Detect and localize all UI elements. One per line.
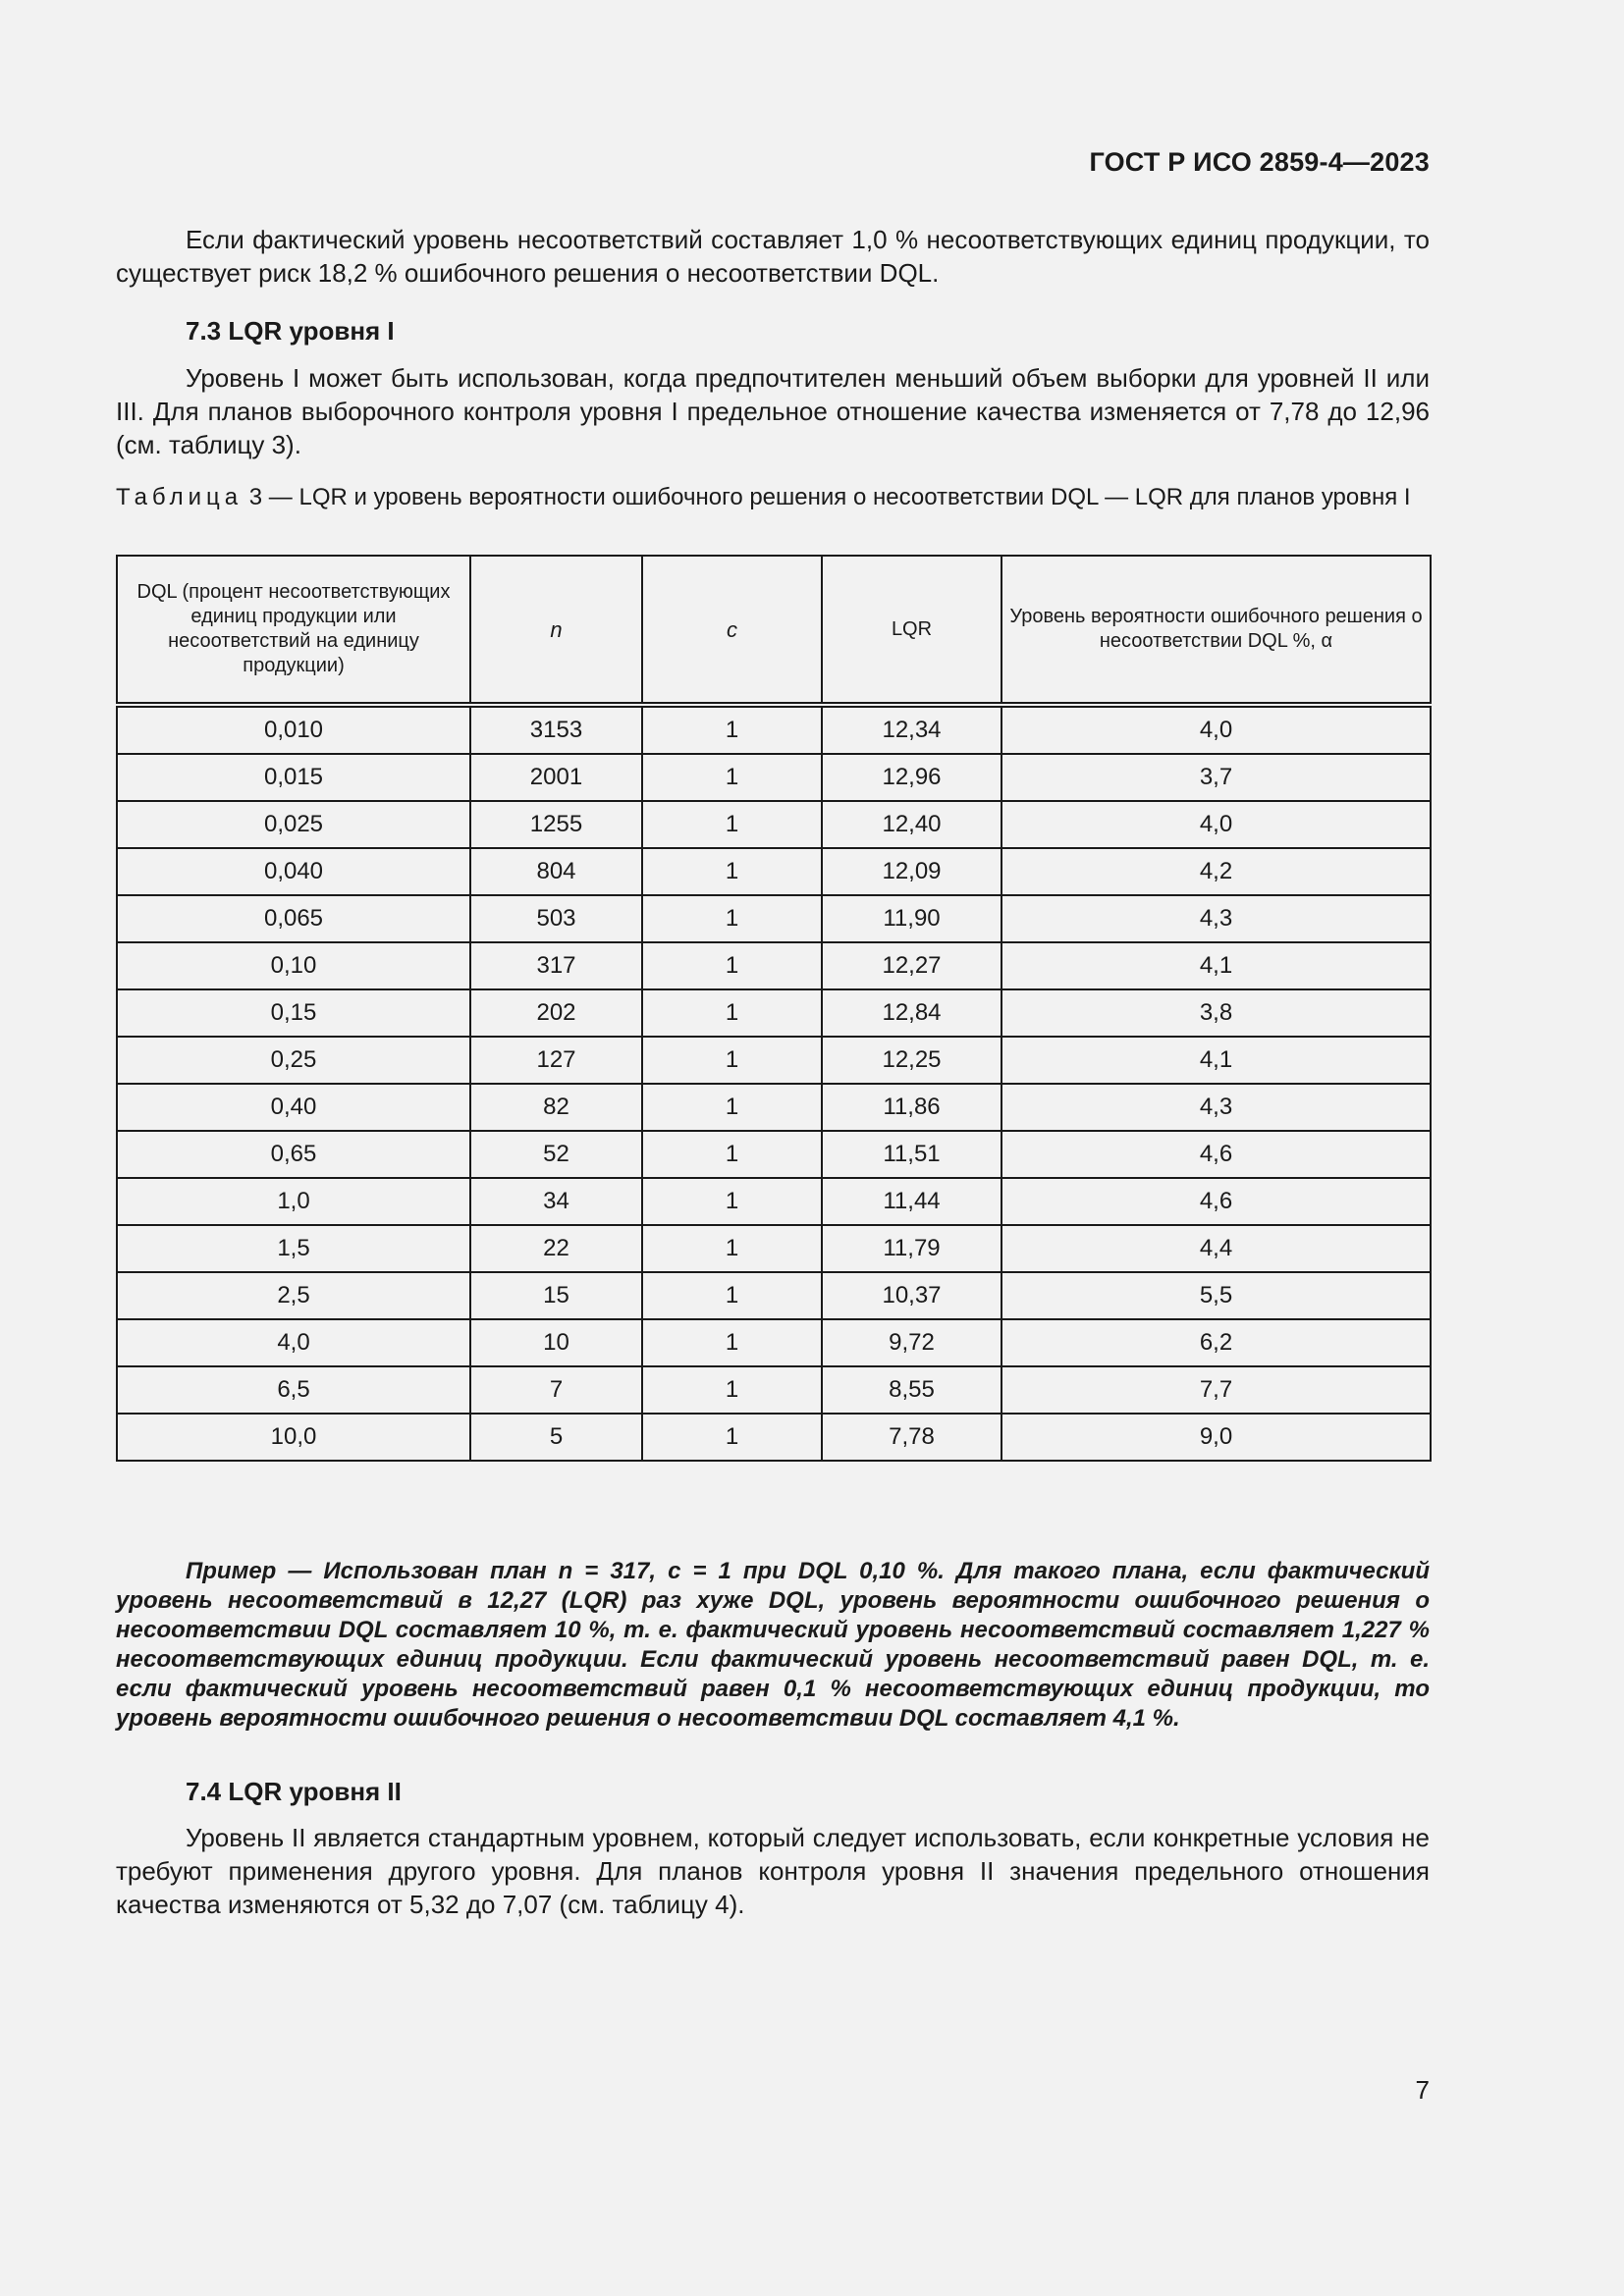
cell-alpha: 4,0 — [1001, 705, 1431, 754]
table-caption-text: 3 — LQR и уровень вероятности ошибочного решения о несоответствии DQL — LQR для планов уровня I — [248, 484, 1411, 510]
cell-lqr: 12,25 — [822, 1037, 1001, 1084]
cell-dql: 0,15 — [117, 989, 470, 1037]
cell-alpha: 3,7 — [1001, 754, 1431, 801]
cell-lqr: 11,44 — [822, 1178, 1001, 1225]
table-row — [117, 1037, 1431, 1084]
cell-alpha: 4,3 — [1001, 895, 1431, 942]
cell-c: 1 — [642, 1319, 822, 1366]
cell-alpha: 5,5 — [1001, 1272, 1431, 1319]
cell-lqr: 10,37 — [822, 1272, 1001, 1319]
header-lqr: LQR — [822, 556, 1001, 705]
cell-c: 1 — [642, 1131, 822, 1178]
table-row — [117, 895, 1431, 942]
table-caption-label: Таблица — [116, 484, 244, 510]
section-title-7-4: 7.4 LQR уровня II — [186, 1777, 402, 1806]
cell-n: 22 — [470, 1225, 642, 1272]
cell-n: 3153 — [470, 705, 642, 754]
cell-alpha: 6,2 — [1001, 1319, 1431, 1366]
cell-c: 1 — [642, 1225, 822, 1272]
table-row — [117, 1319, 1431, 1366]
cell-dql: 0,10 — [117, 942, 470, 989]
cell-c: 1 — [642, 754, 822, 801]
cell-c: 1 — [642, 1037, 822, 1084]
cell-n: 82 — [470, 1084, 642, 1131]
cell-dql: 10,0 — [117, 1414, 470, 1461]
cell-alpha: 4,6 — [1001, 1131, 1431, 1178]
cell-n: 15 — [470, 1272, 642, 1319]
cell-alpha: 4,6 — [1001, 1178, 1431, 1225]
cell-dql: 6,5 — [117, 1366, 470, 1414]
cell-c: 1 — [642, 895, 822, 942]
cell-c: 1 — [642, 1084, 822, 1131]
table-caption — [116, 483, 1430, 512]
cell-n: 202 — [470, 989, 642, 1037]
cell-alpha: 4,0 — [1001, 801, 1431, 848]
cell-lqr: 12,84 — [822, 989, 1001, 1037]
section-title-7-3: 7.3 LQR уровня I — [186, 316, 395, 346]
table-row — [117, 1225, 1431, 1272]
cell-n: 503 — [470, 895, 642, 942]
cell-c: 1 — [642, 989, 822, 1037]
table-row — [117, 1084, 1431, 1131]
cell-alpha: 7,7 — [1001, 1366, 1431, 1414]
cell-c: 1 — [642, 942, 822, 989]
cell-n: 1255 — [470, 801, 642, 848]
cell-n: 34 — [470, 1178, 642, 1225]
cell-alpha: 4,4 — [1001, 1225, 1431, 1272]
cell-n: 52 — [470, 1131, 642, 1178]
cell-lqr: 7,78 — [822, 1414, 1001, 1461]
cell-c: 1 — [642, 705, 822, 754]
cell-c: 1 — [642, 1414, 822, 1461]
cell-alpha: 9,0 — [1001, 1414, 1431, 1461]
cell-n: 5 — [470, 1414, 642, 1461]
cell-dql: 0,65 — [117, 1131, 470, 1178]
page-number: 7 — [1415, 2075, 1430, 2105]
cell-n: 7 — [470, 1366, 642, 1414]
header-alpha: Уровень вероятности ошибочного решения о несоответствии DQL %, α — [1001, 556, 1431, 705]
table-row — [117, 754, 1431, 801]
cell-dql: 0,025 — [117, 801, 470, 848]
cell-c: 1 — [642, 1366, 822, 1414]
cell-lqr: 11,86 — [822, 1084, 1001, 1131]
cell-n: 2001 — [470, 754, 642, 801]
cell-alpha: 4,1 — [1001, 942, 1431, 989]
table-row — [117, 705, 1431, 754]
cell-n: 127 — [470, 1037, 642, 1084]
table-row — [117, 1366, 1431, 1414]
cell-dql: 2,5 — [117, 1272, 470, 1319]
cell-n: 317 — [470, 942, 642, 989]
cell-alpha: 4,2 — [1001, 848, 1431, 895]
cell-lqr: 12,27 — [822, 942, 1001, 989]
cell-dql: 1,0 — [117, 1178, 470, 1225]
header-c: c — [642, 556, 822, 705]
table-row — [117, 989, 1431, 1037]
intro-paragraph: Если фактический уровень несоответствий составляет 1,0 % несоответствующих единиц продукции, то существует риск 18,2 % ошибочного решения о несоответствии DQL. — [116, 225, 1430, 288]
cell-lqr: 12,09 — [822, 848, 1001, 895]
cell-lqr: 8,55 — [822, 1366, 1001, 1414]
cell-c: 1 — [642, 1178, 822, 1225]
cell-c: 1 — [642, 801, 822, 848]
cell-dql: 0,40 — [117, 1084, 470, 1131]
table-row — [117, 1272, 1431, 1319]
document-code: ГОСТ Р ИСО 2859-4—2023 — [1089, 147, 1430, 177]
header-n: n — [470, 556, 642, 705]
cell-dql: 0,040 — [117, 848, 470, 895]
cell-lqr: 11,51 — [822, 1131, 1001, 1178]
example-note: Пример — Использован план n = 317, c = 1 при DQL 0,10 %. Для такого плана, если фактический уровень несоответствий в 12,27 (LQR) раз хуже DQL, уровень вероятности ошибочного решения о несоответствии DQL составляет 10 %, т. е. фактический уровень несоответствий составляет 1,227 % несоответствующих единиц продукции. Если фактический уровень несоответствий равен DQL, т. е. если фактический уровень несоответствий равен 0,1 % несоответствующих единиц продукции, то уровень вероятности ошибочного решения о несоответствии DQL составляет 4,1 %. — [116, 1558, 1430, 1732]
cell-alpha: 3,8 — [1001, 989, 1431, 1037]
table-row — [117, 801, 1431, 848]
cell-dql: 0,015 — [117, 754, 470, 801]
cell-n: 804 — [470, 848, 642, 895]
cell-lqr: 12,96 — [822, 754, 1001, 801]
lqr-table — [116, 555, 1432, 1462]
header-dql: DQL (процент несоответствующих единиц продукции или несоответствий на единицу продукции) — [117, 556, 470, 705]
cell-dql: 0,010 — [117, 705, 470, 754]
cell-lqr: 12,40 — [822, 801, 1001, 848]
cell-alpha: 4,1 — [1001, 1037, 1431, 1084]
section-7-4-paragraph: Уровень II является стандартным уровнем, который следует использовать, если конкретные условия не требуют применения другого уровня. Для планов контроля уровня II значения предельного отношения качества изменяются от 5,32 до 7,07 (см. таблицу 4). — [116, 1823, 1430, 1919]
cell-dql: 0,065 — [117, 895, 470, 942]
cell-c: 1 — [642, 848, 822, 895]
table-header-row — [117, 556, 1431, 705]
table-row — [117, 848, 1431, 895]
cell-dql: 1,5 — [117, 1225, 470, 1272]
cell-lqr: 11,90 — [822, 895, 1001, 942]
cell-c: 1 — [642, 1272, 822, 1319]
cell-lqr: 12,34 — [822, 705, 1001, 754]
cell-alpha: 4,3 — [1001, 1084, 1431, 1131]
section-7-3-paragraph: Уровень I может быть использован, когда предпочтителен меньший объем выборки для уровней II или III. Для планов выборочного контроля уровня I предельное отношение качества изменяется от 7,78 до 12,96 (см. таблицу 3). — [116, 363, 1430, 459]
table-row — [117, 1178, 1431, 1225]
document-page — [116, 0, 1430, 2296]
table-row — [117, 1414, 1431, 1461]
cell-dql: 0,25 — [117, 1037, 470, 1084]
cell-lqr: 11,79 — [822, 1225, 1001, 1272]
cell-lqr: 9,72 — [822, 1319, 1001, 1366]
cell-n: 10 — [470, 1319, 642, 1366]
cell-dql: 4,0 — [117, 1319, 470, 1366]
table-row — [117, 1131, 1431, 1178]
table-row — [117, 942, 1431, 989]
